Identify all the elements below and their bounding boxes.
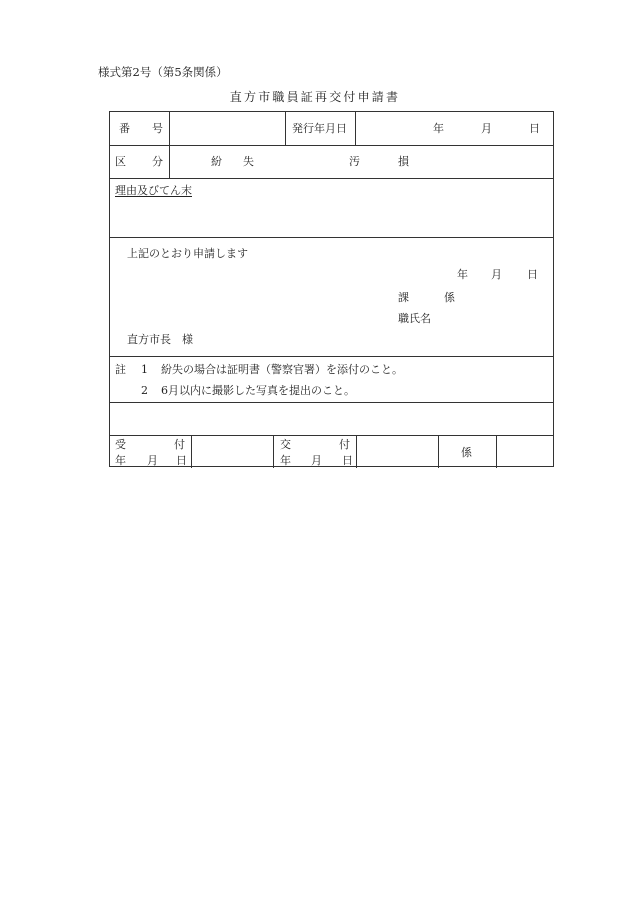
option-lost[interactable]: 紛 bbox=[211, 155, 222, 168]
row-divider bbox=[110, 356, 553, 357]
addressee: 直方市長 様 bbox=[127, 333, 193, 346]
received-year-label: 年 bbox=[115, 454, 126, 467]
issued-label: 交 bbox=[280, 438, 291, 451]
position-name-label: 職氏名 bbox=[398, 312, 431, 325]
category-label: 分 bbox=[152, 155, 163, 168]
row-divider bbox=[110, 178, 553, 179]
year-label: 年 bbox=[433, 122, 444, 135]
received-month-label: 月 bbox=[147, 454, 158, 467]
issued-year-label: 年 bbox=[280, 454, 291, 467]
issue-date-field[interactable] bbox=[356, 112, 554, 145]
received-field[interactable] bbox=[192, 436, 273, 467]
note-number: 1 bbox=[141, 363, 148, 376]
staff-field[interactable] bbox=[497, 436, 553, 467]
day-label: 日 bbox=[529, 122, 540, 135]
issue-date-label: 発行年月日 bbox=[292, 122, 347, 135]
application-month-label: 月 bbox=[491, 268, 502, 281]
row-divider bbox=[110, 237, 553, 238]
row-divider bbox=[110, 145, 553, 146]
row-divider bbox=[110, 435, 553, 436]
number-label: 号 bbox=[152, 122, 163, 135]
note-number: 2 bbox=[141, 384, 148, 397]
note-text: 紛失の場合は証明書（警察官署）を添付のこと。 bbox=[161, 363, 403, 376]
category-label: 区 bbox=[115, 155, 126, 168]
issued-day-label: 日 bbox=[342, 454, 353, 467]
option-lost[interactable]: 失 bbox=[243, 155, 254, 168]
section-label: 課 bbox=[398, 291, 409, 304]
month-label: 月 bbox=[481, 122, 492, 135]
section-label: 係 bbox=[444, 291, 455, 304]
column-divider bbox=[285, 112, 286, 145]
column-divider bbox=[169, 145, 170, 178]
application-year-label: 年 bbox=[457, 268, 468, 281]
application-statement: 上記のとおり申請します bbox=[127, 247, 248, 260]
issued-field[interactable] bbox=[357, 436, 438, 467]
received-label: 付 bbox=[174, 438, 185, 451]
issued-month-label: 月 bbox=[311, 454, 322, 467]
column-divider bbox=[273, 435, 274, 468]
reason-label: 理由及びてん末 bbox=[115, 184, 192, 197]
reason-field[interactable] bbox=[110, 198, 553, 236]
number-label: 番 bbox=[119, 122, 130, 135]
application-form-table bbox=[109, 111, 554, 467]
number-field[interactable] bbox=[170, 112, 285, 145]
staff-label: 係 bbox=[461, 446, 472, 459]
application-day-label: 日 bbox=[527, 268, 538, 281]
received-label: 受 bbox=[115, 438, 126, 451]
column-divider bbox=[438, 435, 439, 468]
option-damaged[interactable]: 損 bbox=[398, 155, 409, 168]
document-title: 直方市職員証再交付申請書 bbox=[229, 90, 401, 104]
row-divider bbox=[110, 402, 553, 403]
received-day-label: 日 bbox=[176, 454, 187, 467]
form-number: 様式第2号（第5条関係） bbox=[98, 65, 228, 79]
note-label: 註 bbox=[115, 363, 126, 376]
note-text: 6月以内に撮影した写真を提出のこと。 bbox=[161, 384, 355, 397]
issued-label: 付 bbox=[339, 438, 350, 451]
option-damaged[interactable]: 汚 bbox=[349, 155, 360, 168]
